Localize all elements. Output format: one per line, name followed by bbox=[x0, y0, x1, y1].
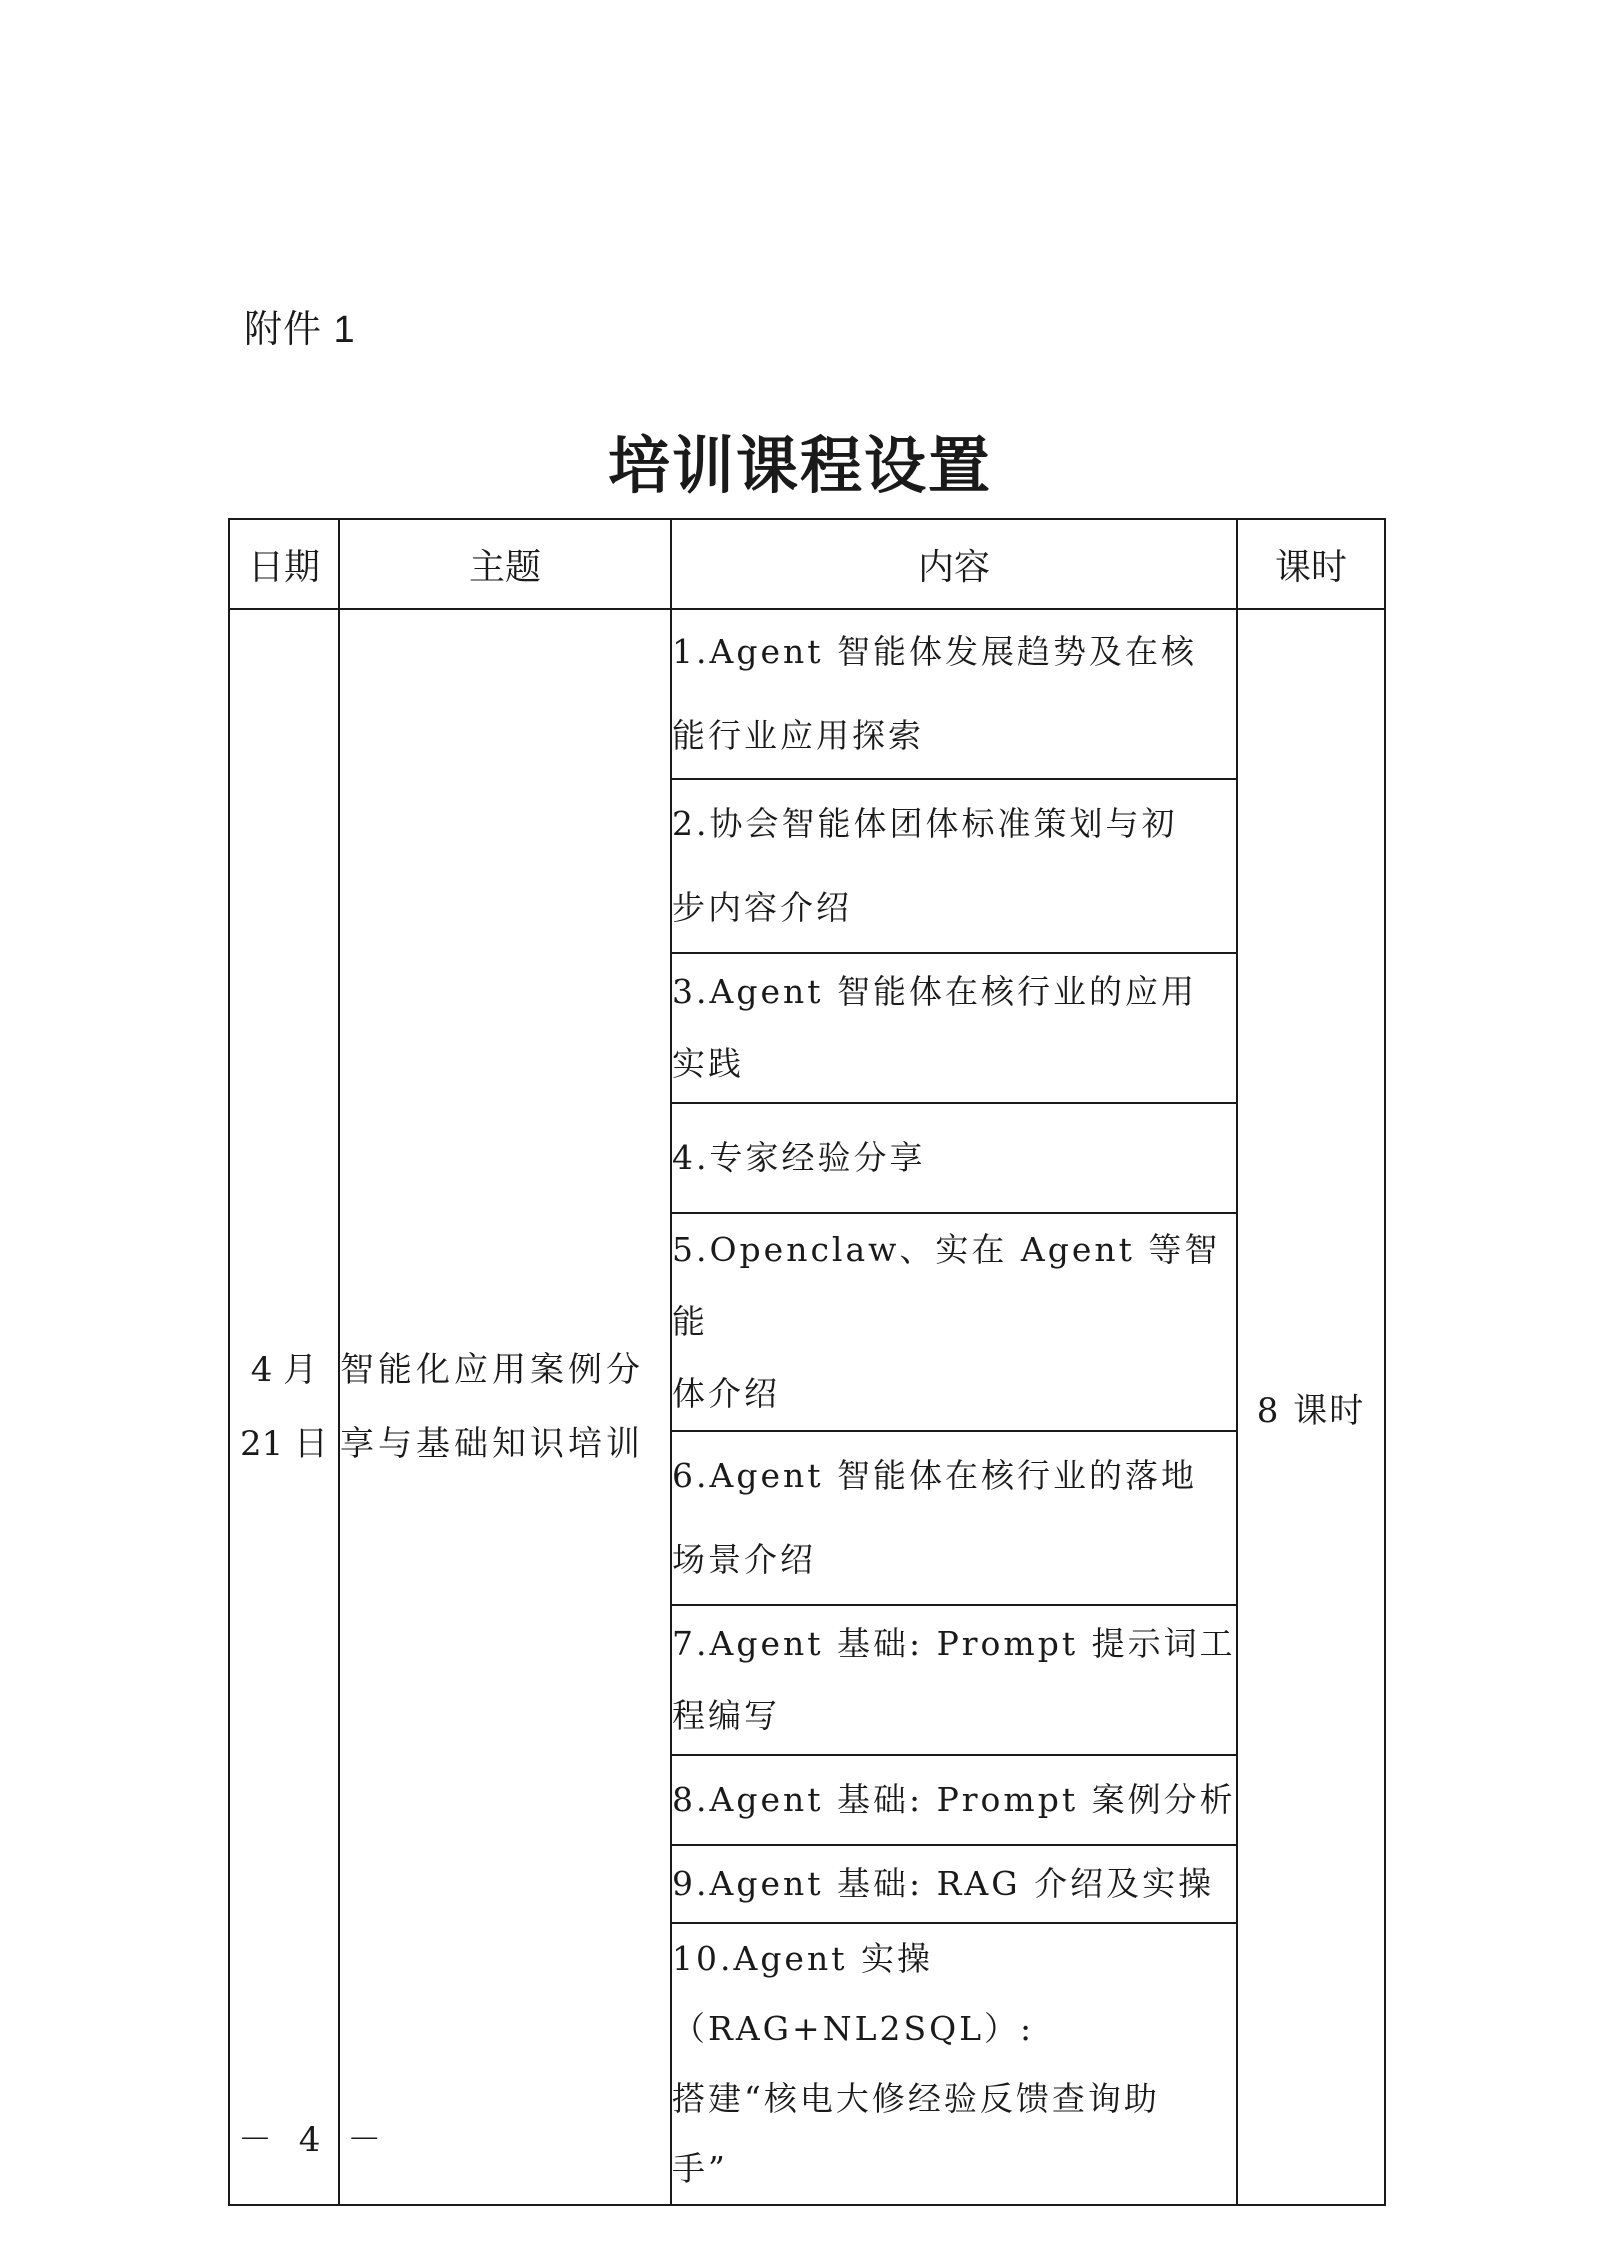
column-header-content: 内容 bbox=[671, 519, 1237, 609]
topic-line: 智能化应用案例分 bbox=[340, 1350, 644, 1390]
page-title: 培训课程设置 bbox=[607, 433, 992, 501]
attachment-label: 附件 1 bbox=[244, 309, 356, 351]
topic-line: 享与基础知识培训 bbox=[340, 1424, 644, 1464]
page-number: － 4 － bbox=[238, 2120, 390, 2160]
content-item-1: 1.Agent 智能体发展趋势及在核 能行业应用探索 bbox=[671, 609, 1237, 779]
column-header-date: 日期 bbox=[229, 519, 339, 609]
content-item-8: 8.Agent 基础: Prompt 案例分析 bbox=[671, 1755, 1237, 1845]
content-item-9: 9.Agent 基础: RAG 介绍及实操 bbox=[671, 1845, 1237, 1923]
date-day: 21 日 bbox=[239, 1424, 329, 1464]
column-header-topic: 主题 bbox=[339, 519, 671, 609]
content-item-7: 7.Agent 基础: Prompt 提示词工 程编写 bbox=[671, 1605, 1237, 1755]
content-item-6: 6.Agent 智能体在核行业的落地 场景介绍 bbox=[671, 1431, 1237, 1605]
course-schedule-table bbox=[228, 518, 1386, 2206]
date-month: 4 月 bbox=[250, 1350, 318, 1390]
table-header-row bbox=[229, 519, 1385, 609]
column-header-hours: 课时 bbox=[1237, 519, 1385, 609]
content-item-4: 4.专家经验分享 bbox=[671, 1103, 1237, 1213]
content-item-5: 5.Openclaw、实在 Agent 等智能 体介绍 bbox=[671, 1213, 1237, 1431]
date-cell bbox=[229, 609, 339, 2205]
table-row bbox=[229, 609, 1385, 779]
content-item-3: 3.Agent 智能体在核行业的应用 实践 bbox=[671, 953, 1237, 1103]
content-item-2: 2.协会智能体团体标准策划与初 步内容介绍 bbox=[671, 779, 1237, 953]
topic-cell bbox=[339, 609, 671, 2205]
content-item-10: 10.Agent 实操（RAG+NL2SQL）: 搭建“核电大修经验反馈查询助 手” bbox=[671, 1923, 1237, 2205]
hours-cell: 8 课时 bbox=[1237, 609, 1385, 2205]
